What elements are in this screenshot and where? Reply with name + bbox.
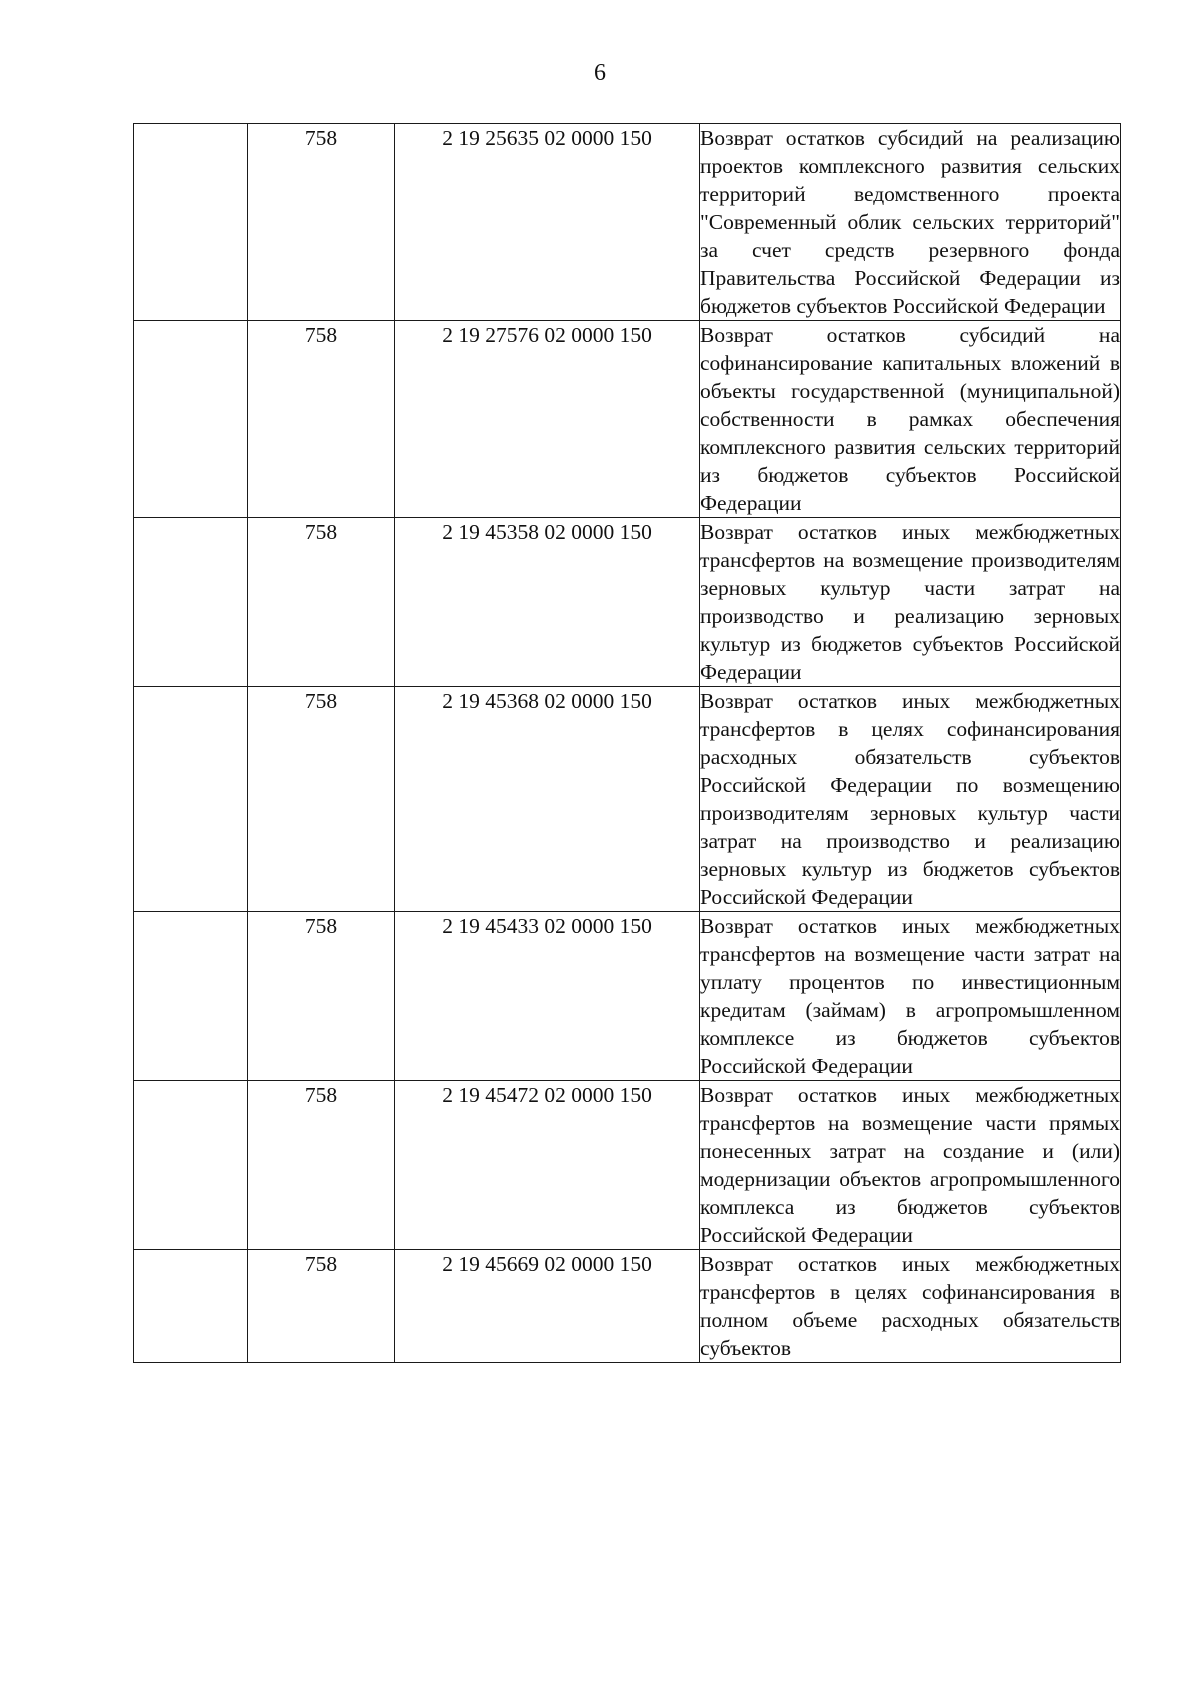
description-cell: Возврат остатков субсидий на софинансирование капитальных вложений в объекты государственной (муниципальной) собственности в рамках обеспечения комплексного развития сельских территорий из бюджетов субъектов Российской Федерации bbox=[700, 321, 1121, 518]
admin-code-cell: 758 bbox=[248, 912, 395, 1081]
admin-code-cell: 758 bbox=[248, 1081, 395, 1250]
budget-code-cell: 2 19 45472 02 0000 150 bbox=[395, 1081, 700, 1250]
empty-cell bbox=[134, 321, 248, 518]
description-cell: Возврат остатков иных межбюджетных трансфертов в целях софинансирования расходных обязательств субъектов Российской Федерации по возмещению производителям зерновых культур части затрат на производство и реализацию зерновых культур из бюджетов субъектов Российской Федерации bbox=[700, 687, 1121, 912]
table-row bbox=[134, 1081, 1121, 1250]
table-row bbox=[134, 124, 1121, 321]
admin-code-cell: 758 bbox=[248, 518, 395, 687]
empty-cell bbox=[134, 1250, 248, 1363]
table-row bbox=[134, 1250, 1121, 1363]
admin-code-cell: 758 bbox=[248, 687, 395, 912]
description-cell: Возврат остатков иных межбюджетных трансфертов на возмещение части прямых понесенных затрат на создание и (или) модернизации объектов агропромышленного комплекса из бюджетов субъектов Российской Федерации bbox=[700, 1081, 1121, 1250]
budget-code-cell: 2 19 45433 02 0000 150 bbox=[395, 912, 700, 1081]
table-row bbox=[134, 518, 1121, 687]
description-cell: Возврат остатков иных межбюджетных трансфертов в целях софинансирования в полном объеме расходных обязательств субъектов bbox=[700, 1250, 1121, 1363]
empty-cell bbox=[134, 912, 248, 1081]
budget-code-cell: 2 19 27576 02 0000 150 bbox=[395, 321, 700, 518]
budget-code-cell: 2 19 45358 02 0000 150 bbox=[395, 518, 700, 687]
table-row bbox=[134, 912, 1121, 1081]
admin-code-cell: 758 bbox=[248, 1250, 395, 1363]
budget-code-cell: 2 19 45368 02 0000 150 bbox=[395, 687, 700, 912]
admin-code-cell: 758 bbox=[248, 124, 395, 321]
budget-code-cell: 2 19 25635 02 0000 150 bbox=[395, 124, 700, 321]
page-number: 6 bbox=[594, 60, 606, 86]
empty-cell bbox=[134, 518, 248, 687]
admin-code-cell: 758 bbox=[248, 321, 395, 518]
description-cell: Возврат остатков иных межбюджетных трансфертов на возмещение производителям зерновых культур части затрат на производство и реализацию зерновых культур из бюджетов субъектов Российской Федерации bbox=[700, 518, 1121, 687]
budget-code-cell: 2 19 45669 02 0000 150 bbox=[395, 1250, 700, 1363]
empty-cell bbox=[134, 687, 248, 912]
description-cell: Возврат остатков субсидий на реализацию проектов комплексного развития сельских территорий ведомственного проекта "Современный облик сельских территорий" за счет средств резервного фонда Правительства Российской Федерации из бюджетов субъектов Российской Федерации bbox=[700, 124, 1121, 321]
table-row bbox=[134, 687, 1121, 912]
description-cell: Возврат остатков иных межбюджетных трансфертов на возмещение части затрат на уплату процентов по инвестиционным кредитам (займам) в агропромышленном комплексе из бюджетов субъектов Российской Федерации bbox=[700, 912, 1121, 1081]
empty-cell bbox=[134, 1081, 248, 1250]
budget-codes-table bbox=[133, 123, 1121, 1363]
table-row bbox=[134, 321, 1121, 518]
empty-cell bbox=[134, 124, 248, 321]
